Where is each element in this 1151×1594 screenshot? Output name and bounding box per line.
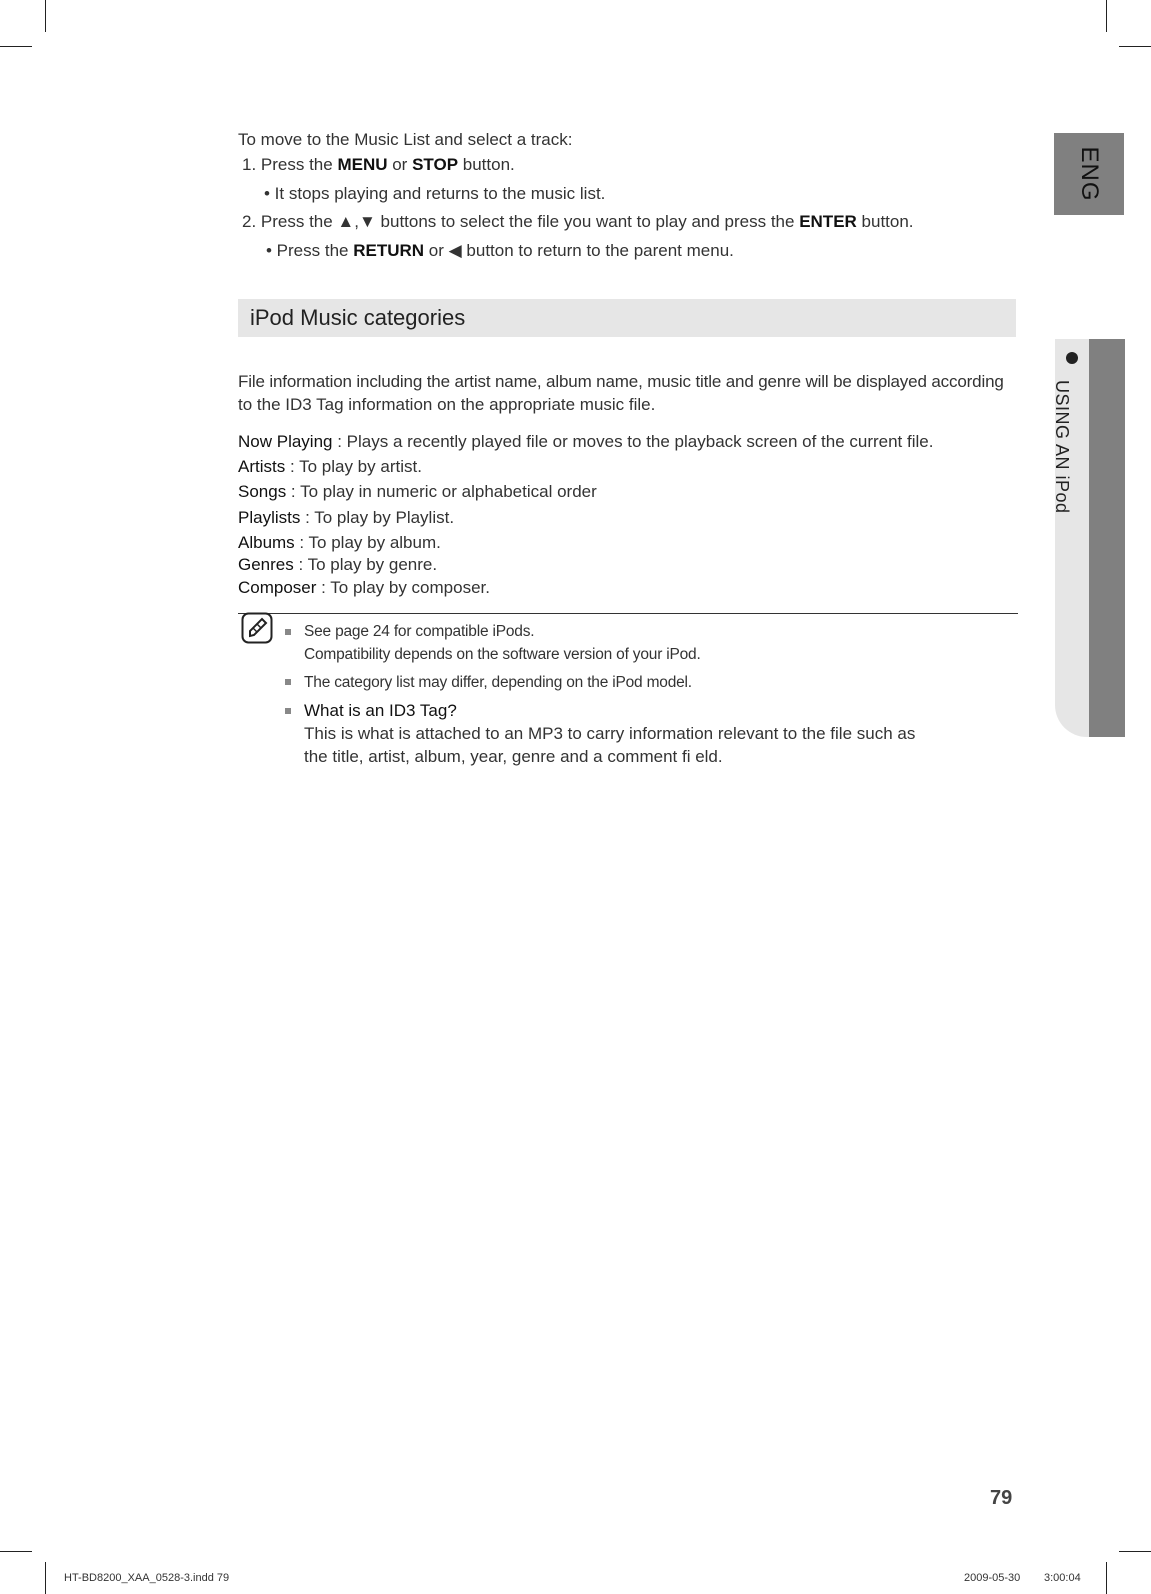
category-term: Songs [238,482,287,501]
menu-key: MENU [337,155,388,174]
step-1-or: or [387,155,413,174]
section-desc-line-1: File information including the artist name, album name, music title and genre will be displayed according [238,372,1004,391]
category-artists [238,456,422,478]
category-desc: : Plays a recently played file or moves to the playback screen of the current file. [332,432,934,451]
square-bullet-icon [285,679,291,685]
category-desc: : To play by genre. [293,555,438,574]
enter-key: ENTER [799,212,857,231]
category-desc: : To play by album. [294,533,441,552]
category-term: Playlists [238,508,301,527]
step-2-post: button. [856,212,914,231]
footer-time: 3:00:04 [1044,1572,1081,1584]
category-term: Genres [238,555,294,574]
category-now-playing [238,431,933,453]
step-2-pre: 2. Press the ▲,▼ buttons to select the file you want to play and press the [242,212,800,231]
step-2-bullet-pre: • Press the [266,241,354,260]
category-term: Composer [238,578,317,597]
page-number: 79 [990,1487,1013,1509]
step-2-bullet [266,240,734,262]
note-3-title: What is an ID3 Tag? [304,701,457,720]
note-pencil-icon [241,612,273,644]
crop-mark-tr-h [1119,46,1151,47]
language-tab [1054,133,1124,215]
step-1-post: button. [458,155,515,174]
intro-lead: To move to the Music List and select a track: [238,130,573,149]
step-2 [242,211,914,233]
footer-file: HT-BD8200_XAA_0528-3.indd 79 [64,1572,230,1584]
language-tab-label: ENG [1076,146,1103,202]
return-key: RETURN [353,241,425,260]
category-composer [238,577,490,599]
note-3-line-2: the title, artist, album, year, genre and a comment fi eld. [304,747,723,766]
chapter-tab-dark [1089,339,1125,737]
section-title: iPod Music categories [250,305,466,330]
crop-mark-bl-h [0,1551,32,1552]
notes-divider [238,613,1018,614]
category-term: Artists [238,457,286,476]
category-desc: : To play in numeric or alphabetical order [286,482,597,501]
category-desc: : To play by artist. [285,457,422,476]
category-term: Albums [238,533,295,552]
bullet-dot-icon [1066,352,1078,364]
stop-key: STOP [412,155,459,174]
category-term: Now Playing [238,432,333,451]
crop-mark-bl-v [45,1562,46,1594]
note-2: The category list may differ, depending on the iPod model. [304,674,692,691]
footer-date: 2009-05-30 [964,1572,1021,1584]
chapter-label: USING AN iPod [1052,380,1072,514]
step-2-bullet-post: or ◀ button to return to the parent menu. [424,241,734,260]
note-1-line-2: Compatibility depends on the software version of your iPod. [304,646,701,663]
category-genres [238,554,437,576]
step-1-pre: 1. Press the [242,155,338,174]
square-bullet-icon [285,629,291,635]
category-playlists [238,507,454,529]
note-1-line-1: See page 24 for compatible iPods. [304,623,535,640]
note-3-line-1: This is what is attached to an MP3 to carry information relevant to the file such as [304,724,916,743]
category-songs [238,481,597,503]
category-desc: : To play by Playlist. [300,508,455,527]
crop-mark-tl-v [45,0,46,32]
crop-mark-tr-v [1106,0,1107,32]
step-1 [242,154,515,176]
crop-mark-tl-h [0,46,32,47]
category-albums [238,532,441,554]
crop-mark-br-v [1106,1562,1107,1594]
step-1-bullet: • It stops playing and returns to the music list. [264,184,606,203]
section-desc-line-2: to the ID3 Tag information on the appropriate music file. [238,395,656,414]
crop-mark-br-h [1119,1551,1151,1552]
category-desc: : To play by composer. [316,578,490,597]
section-header [238,299,1016,337]
square-bullet-icon [285,708,291,714]
